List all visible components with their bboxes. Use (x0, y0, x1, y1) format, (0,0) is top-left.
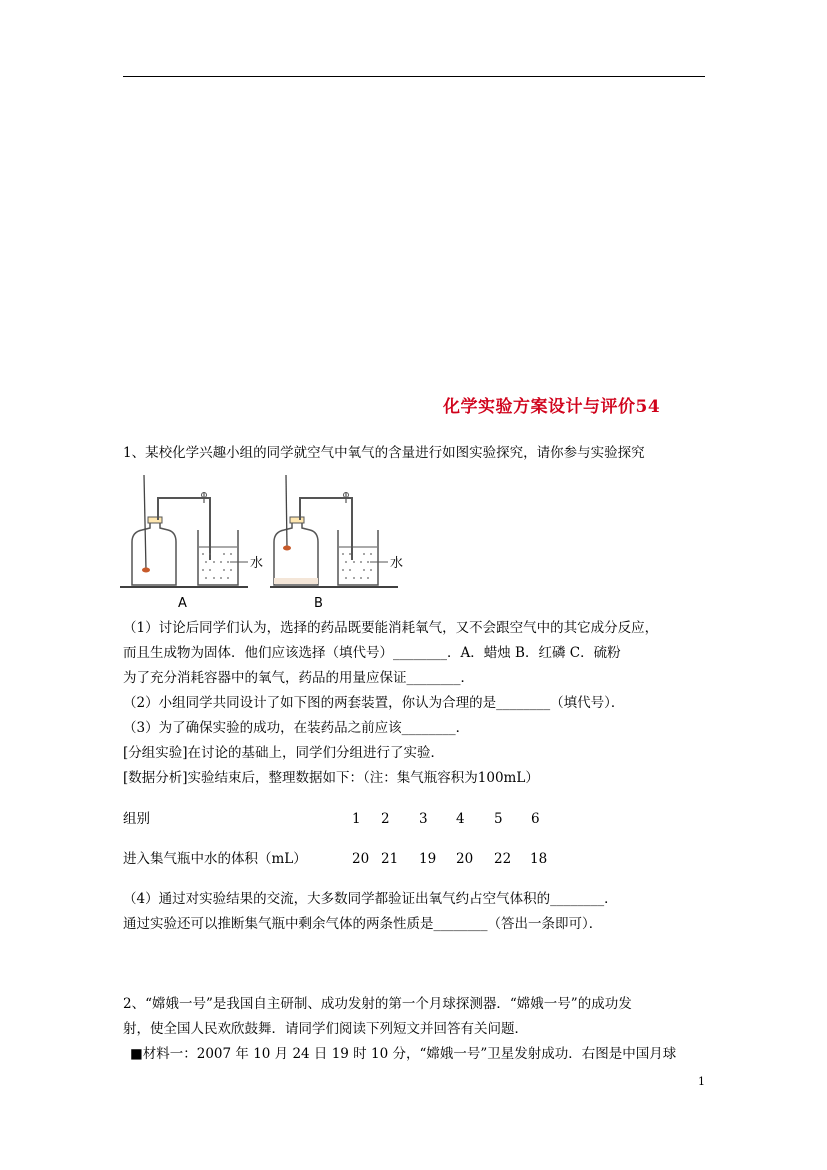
q2-material1: ■材料一：2007 年 10 月 24 日 19 时 10 分，“嫦娥一号”卫星发射成功．右图是中国月球 (130, 1046, 677, 1062)
q1-part1-line2: 而且生成物为固体．他们应该选择（填代号）________．A．蜡烛 B．红磷 C．硫粉 (123, 645, 621, 661)
table-cell: 1 (352, 811, 361, 827)
setup-a (120, 475, 263, 610)
q1-part1-line3: 为了充分消耗容器中的氧气，药品的用量应保证________． (123, 670, 474, 686)
q2-line2: 射，使全国人民欢欣鼓舞．请同学们阅读下列短文并回答有关问题． (123, 1021, 528, 1037)
document-title: 化学实验方案设计与评价54 (443, 397, 661, 417)
q1-group-experiment: [分组实验]在讨论的基础上，同学们分组进行了实验． (123, 745, 445, 761)
table-cell: 22 (494, 851, 512, 867)
table-cell: 3 (419, 811, 428, 827)
q1-part4-line2: 通过实验还可以推断集气瓶中剩余气体的两条性质是________（答出一条即可）． (123, 916, 603, 932)
q1-part3: （3）为了确保实验的成功，在装药品之前应该________． (123, 720, 470, 736)
row-label-group: 组别 (123, 811, 150, 827)
table-cell: 5 (494, 811, 503, 827)
table-cell: 4 (456, 811, 465, 827)
table-cell: 20 (352, 851, 370, 867)
table-cell: 6 (531, 811, 540, 827)
setup-b (270, 475, 403, 610)
q2-line1: 2、“嫦娥一号”是我国自主研制、成功发射的第一个月球探测器．“嫦娥一号”的成功发 (123, 996, 632, 1012)
table-cell: 2 (381, 811, 390, 827)
q1-part4-line1: （4）通过对实验结果的交流，大多数同学都验证出氧气约占空气体积的________． (123, 891, 618, 907)
water-label-a: 水 (250, 556, 264, 571)
q1-stem: 1、某校化学兴趣小组的同学就空气中氧气的含量进行如图实验探究，请你参与实验探究 (123, 445, 645, 461)
table-cell: 21 (381, 851, 399, 867)
q1-part2: （2）小组同学共同设计了如下图的两套装置，你认为合理的是________（填代号）． (123, 695, 625, 711)
water-label-b: 水 (390, 556, 404, 571)
label-a: A (178, 596, 187, 610)
table-cell: 18 (530, 851, 548, 867)
q1-data-analysis: [数据分析]实验结束后，整理数据如下：（注：集气瓶容积为100mL） (123, 770, 539, 786)
table-cell: 20 (456, 851, 474, 867)
row-label-volume: 进入集气瓶中水的体积（mL） (123, 851, 307, 867)
q1-part1-line1: （1）讨论后同学们认为，选择的药品既要能消耗氧气，又不会跟空气中的其它成分反应， (123, 620, 659, 636)
header-rule (123, 76, 705, 77)
table-cell: 19 (419, 851, 437, 867)
apparatus-diagram (120, 470, 420, 610)
label-b: B (314, 596, 323, 610)
page-number: 1 (698, 1075, 705, 1088)
